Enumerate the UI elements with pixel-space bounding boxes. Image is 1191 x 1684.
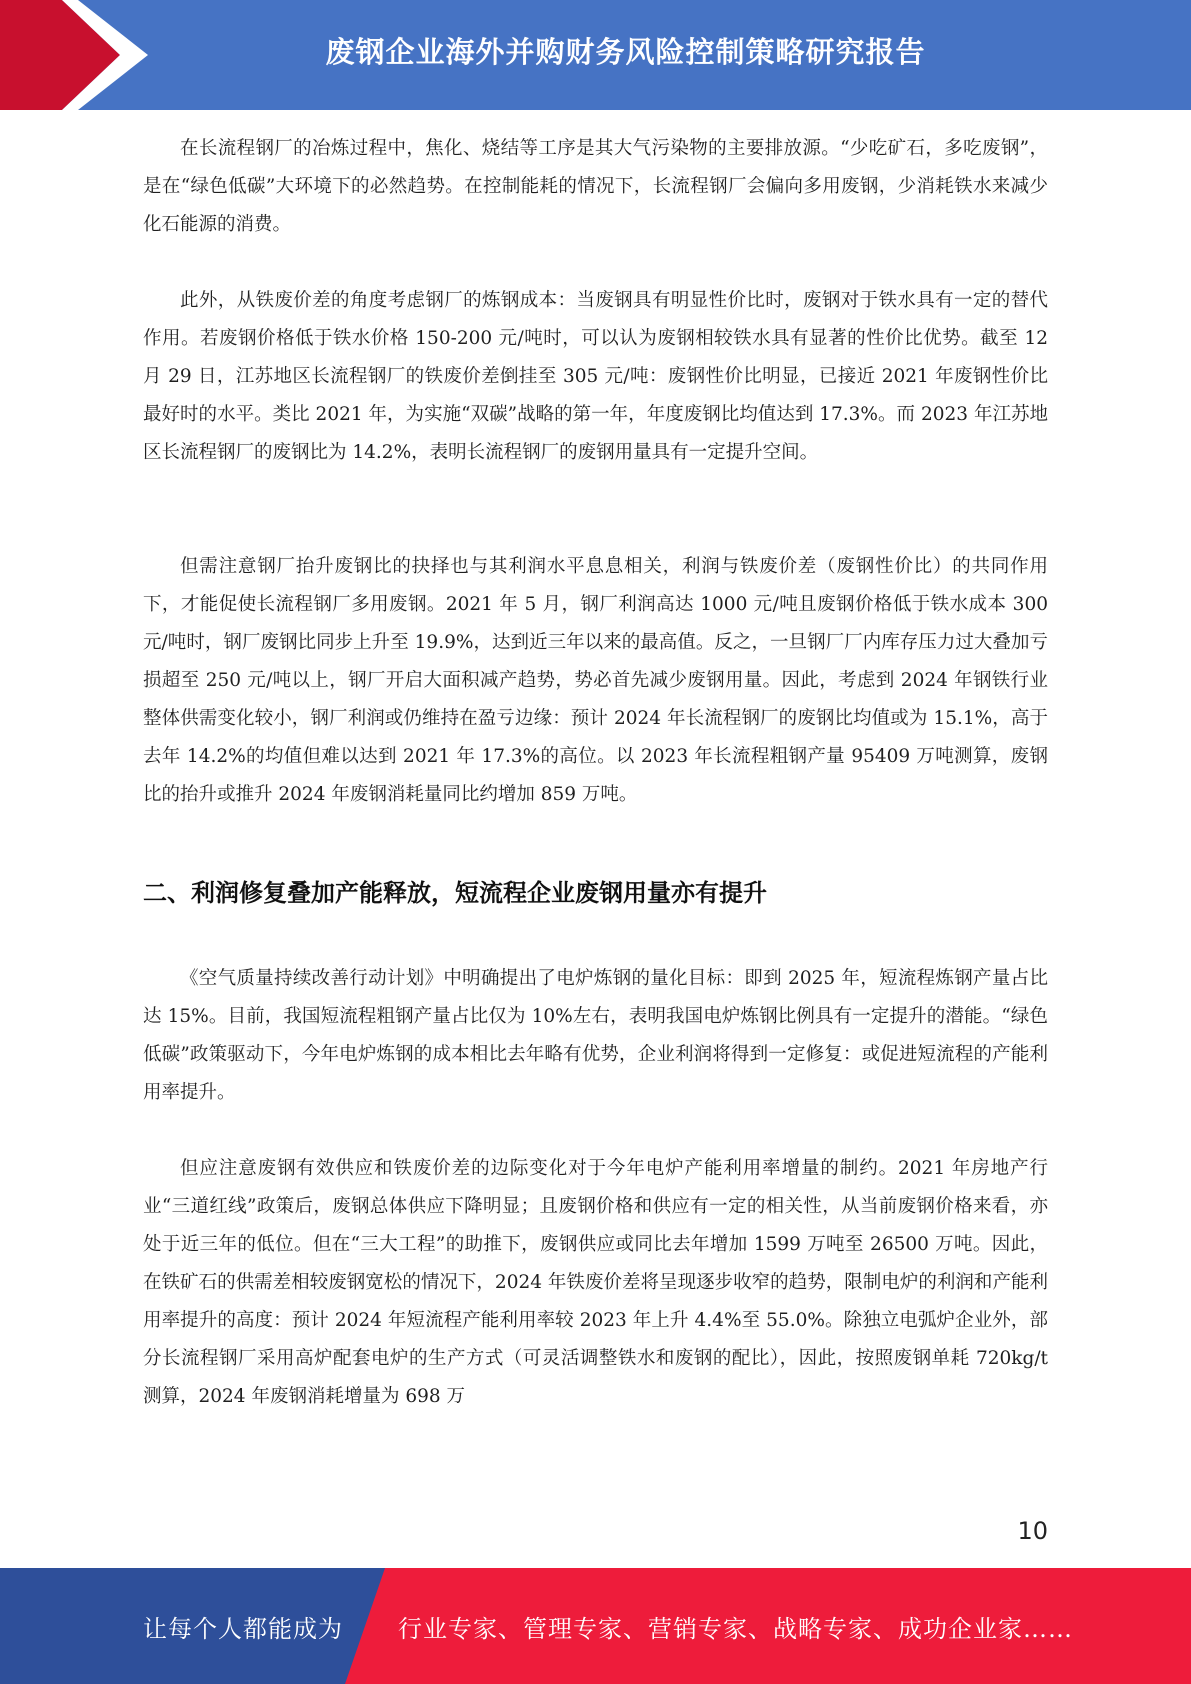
- paragraph: 但应注意废钢有效供应和铁废价差的边际变化对于今年电炉产能利用率增量的制约。2021 年房地产行业“三道红线”政策后，废钢总体供应下降明显；且废钢价格和供应有一定的相关性，从当前废钢价格来看，亦处于近三年的低位。但在“三大工程”的助推下，废钢供应或同比去年增加 1599 万吨至 26500 万吨。因此，在铁矿石的供需差相较废钢宽松的情况下，2024 年铁废价差将呈现逐步收窄的趋势，限制电炉的利润和产能利用率提升的高度：预计 2024 年短流程产能利用率较 2023 年上升 4.4%至 55.0%。除独立电弧炉企业外，部分长流程钢厂采用高炉配套电炉的生产方式（可灵活调整铁水和废钢的配比），因此，按照废钢单耗 720kg/t 测算，2024 年废钢消耗增量为 698 万: [143, 1158, 1048, 1407]
- paragraph: 在长流程钢厂的冶炼过程中，焦化、烧结等工序是其大气污染物的主要排放源。“少吃矿石，多吃废钢”，是在“绿色低碳”大环境下的必然趋势。在控制能耗的情况下，长流程钢厂会偏向多用废钢，少消耗铁水来减少化石能源的消费。: [143, 138, 1048, 235]
- page-header: [0, 0, 1191, 110]
- footer-slogan-left: 让每个人都能成为: [143, 1614, 343, 1643]
- section-heading: 二、利润修复叠加产能释放，短流程企业废钢用量亦有提升: [143, 879, 767, 907]
- page-footer: [0, 1568, 1191, 1684]
- report-title: 废钢企业海外并购财务风险控制策略研究报告: [325, 34, 926, 69]
- paragraph: 但需注意钢厂抬升废钢比的抉择也与其利润水平息息相关，利润与铁废价差（废钢性价比）的共同作用下，才能促使长流程钢厂多用废钢。2021 年 5 月，钢厂利润高达 1000 元/吨且废钢价格低于铁水成本 300 元/吨时，钢厂废钢比同步上升至 19.9%，达到近三年以来的最高值。反之，一旦钢厂厂内库存压力过大叠加亏损超至 250 元/吨以上，钢厂开启大面积减产趋势，势必首先减少废钢用量。因此，考虑到 2024 年钢铁行业整体供需变化较小，钢厂利润或仍维持在盈亏边缘：预计 2024 年长流程钢厂的废钢比均值或为 15.1%，高于去年 14.2%的均值但难以达到 2021 年 17.3%的高位。以 2023 年长流程粗钢产量 95409 万吨测算，废钢比的抬升或推升 2024 年废钢消耗量同比约增加 859 万吨。: [143, 556, 1048, 805]
- paragraph: 《空气质量持续改善行动计划》中明确提出了电炉炼钢的量化目标：即到 2025 年，短流程炼钢产量占比达 15%。目前，我国短流程粗钢产量占比仅为 10%左右，表明我国电炉炼钢比例具有一定提升的潜能。“绿色低碳”政策驱动下，今年电炉炼钢的成本相比去年略有优势，企业利润将得到一定修复：或促进短流程的产能利用率提升。: [143, 968, 1048, 1103]
- header-arrow-decoration: [0, 0, 150, 110]
- footer-slogan-right: 行业专家、管理专家、营销专家、战略专家、成功企业家……: [398, 1614, 1073, 1643]
- page-number: 10: [1017, 1517, 1048, 1545]
- paragraph: 此外，从铁废价差的角度考虑钢厂的炼钢成本：当废钢具有明显性价比时，废钢对于铁水具有一定的替代作用。若废钢价格低于铁水价格 150-200 元/吨时，可以认为废钢相较铁水具有显著的性价比优势。截至 12 月 29 日，江苏地区长流程钢厂的铁废价差倒挂至 305 元/吨：废钢性价比明显，已接近 2021 年废钢性价比最好时的水平。类比 2021 年，为实施“双碳”战略的第一年，年度废钢比均值达到 17.3%。而 2023 年江苏地区长流程钢厂的废钢比为 14.2%，表明长流程钢厂的废钢用量具有一定提升空间。: [143, 290, 1048, 463]
- document-body: [143, 130, 1048, 1416]
